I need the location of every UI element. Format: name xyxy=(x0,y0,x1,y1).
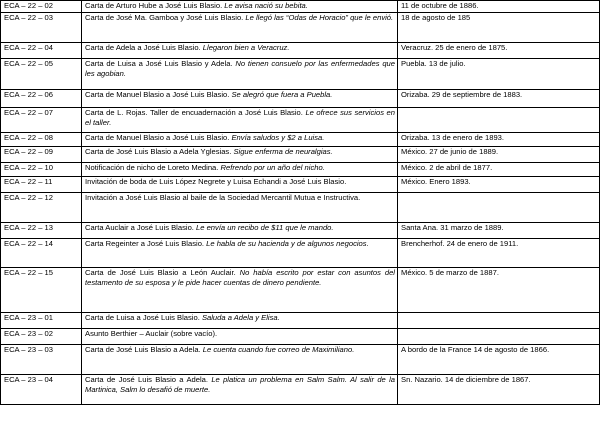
record-code: ECA – 22 – 14 xyxy=(1,239,82,268)
record-description xyxy=(82,345,398,375)
record-text: Carta de L. Rojas. Taller de encuadernación a José Luis Blasio. xyxy=(85,108,306,117)
record-date: Santa Ana. 31 marzo de 1889. xyxy=(398,223,600,239)
table-row xyxy=(1,313,600,329)
record-code: ECA – 22 – 04 xyxy=(1,43,82,59)
record-summary: Envía saludos y $2 a Luisa. xyxy=(231,133,325,142)
record-summary: Saluda a Adela y Elisa. xyxy=(201,313,280,322)
record-code: ECA – 23 – 01 xyxy=(1,313,82,329)
record-code: ECA – 22 – 03 xyxy=(1,13,82,43)
record-text: Carta Auclair a José Luis Blasio. xyxy=(85,223,197,232)
record-text: Carta de Arturo Hube a José Luis Blasio. xyxy=(85,1,225,10)
record-code: ECA – 22 – 02 xyxy=(1,1,82,13)
record-summary: Le llegó las “Odas de Horacio” que le envió. xyxy=(245,13,394,22)
table-row xyxy=(1,375,600,405)
record-description xyxy=(82,163,398,177)
record-code: ECA – 22 – 09 xyxy=(1,147,82,163)
record-text: Carta de Luisa a José Luis Blasio. xyxy=(85,313,202,322)
record-description xyxy=(82,329,398,345)
record-text: Carta de Manuel Blasio a José Luis Blasio. xyxy=(85,90,232,99)
record-text: Carta de Adela a José Luis Blasio. xyxy=(85,43,203,52)
table-row xyxy=(1,13,600,43)
table-row xyxy=(1,268,600,313)
record-description xyxy=(82,375,398,405)
record-date: A bordo de la France 14 de agosto de 1866. xyxy=(398,345,600,375)
archive-table-body xyxy=(1,1,600,405)
record-text: Asunto Berthier – Auclair (sobre vacío). xyxy=(85,329,218,338)
record-date xyxy=(398,108,600,133)
table-row xyxy=(1,90,600,108)
record-date: México. 5 de marzo de 1887. xyxy=(398,268,600,313)
record-summary: Le habla de su hacienda y de algunos negocios. xyxy=(206,239,369,248)
record-description xyxy=(82,13,398,43)
table-row xyxy=(1,193,600,223)
record-date: Orizaba. 29 de septiembre de 1883. xyxy=(398,90,600,108)
record-text: Invitación a José Luis Blasio al baile de la Sociedad Mercantil Mutua e Instructiva. xyxy=(85,193,361,202)
record-description xyxy=(82,239,398,268)
record-code: ECA – 22 – 05 xyxy=(1,59,82,90)
record-date xyxy=(398,329,600,345)
table-row xyxy=(1,59,600,90)
record-code: ECA – 22 – 07 xyxy=(1,108,82,133)
record-description xyxy=(82,268,398,313)
record-text: Carta de Manuel Blasio a José Luis Blasio. xyxy=(85,133,232,142)
table-row xyxy=(1,133,600,147)
record-summary: Le cuenta cuando fue correo de Maximiliano. xyxy=(202,345,355,354)
record-date: Sn. Nazario. 14 de diciembre de 1867. xyxy=(398,375,600,405)
record-description xyxy=(82,1,398,13)
record-summary: Refrendo por un año del nicho. xyxy=(220,163,325,172)
table-row xyxy=(1,345,600,375)
record-summary: Le ofrece sus servicios en el taller. xyxy=(85,108,395,127)
record-summary: Se alegró que fuera a Puebla. xyxy=(231,90,333,99)
record-description xyxy=(82,313,398,329)
record-description xyxy=(82,43,398,59)
record-code: ECA – 22 – 08 xyxy=(1,133,82,147)
record-summary: No tienen consuelo por las enfermedades que les agobian. xyxy=(85,59,395,78)
table-row xyxy=(1,163,600,177)
record-description xyxy=(82,59,398,90)
record-date: Puebla. 13 de julio. xyxy=(398,59,600,90)
record-date: 18 de agosto de 185 xyxy=(398,13,600,43)
record-summary: Le platica un problema en Salm Salm. Al salir de la Martinica, Salm lo desafió de muerte. xyxy=(85,375,395,394)
record-code: ECA – 23 – 03 xyxy=(1,345,82,375)
record-date: México. Enero 1893. xyxy=(398,177,600,193)
record-summary: No había escrito por estar con asuntos del testamento de su esposa y le pide hacer cuentas de dinero pendiente. xyxy=(85,268,395,287)
record-date: 11 de octubre de 1886. xyxy=(398,1,600,13)
record-date: México. 27 de junio de 1889. xyxy=(398,147,600,163)
record-description xyxy=(82,223,398,239)
record-description xyxy=(82,147,398,163)
record-code: ECA – 22 – 10 xyxy=(1,163,82,177)
table-row xyxy=(1,223,600,239)
record-date: México. 2 de abril de 1877. xyxy=(398,163,600,177)
record-description xyxy=(82,108,398,133)
record-code: ECA – 22 – 11 xyxy=(1,177,82,193)
record-text: Carta de José Luis Blasio a Adela. xyxy=(85,345,203,354)
record-summary: Le envía un recibo de $11 que le mando. xyxy=(196,223,334,232)
record-summary: Sigue enferma de neuralgias. xyxy=(233,147,333,156)
record-date xyxy=(398,193,600,223)
table-row xyxy=(1,147,600,163)
table-row xyxy=(1,1,600,13)
record-summary: Le avisa nació su bebita. xyxy=(224,1,308,10)
record-code: ECA – 22 – 12 xyxy=(1,193,82,223)
table-row xyxy=(1,329,600,345)
record-code: ECA – 22 – 15 xyxy=(1,268,82,313)
record-text: Carta de José Ma. Gamboa y José Luis Blasio. xyxy=(85,13,246,22)
record-date xyxy=(398,313,600,329)
record-text: Carta de José Luis Blasio a Adela. xyxy=(85,375,212,384)
record-text: Notificación de nicho de Loreto Medina. xyxy=(85,163,221,172)
record-code: ECA – 22 – 13 xyxy=(1,223,82,239)
record-code: ECA – 23 – 04 xyxy=(1,375,82,405)
record-text: Carta de José Luis Blasio a León Auclair. xyxy=(85,268,240,277)
record-description xyxy=(82,133,398,147)
record-text: Carta Regeinter a José Luis Blasio. xyxy=(85,239,207,248)
table-row xyxy=(1,239,600,268)
record-text: Carta de José Luis Blasio a Adela Yglesias. xyxy=(85,147,234,156)
record-description xyxy=(82,90,398,108)
record-description xyxy=(82,177,398,193)
record-text: Invitación de boda de Luis López Negrete y Luisa Echandi a José Luis Blasio. xyxy=(85,177,347,186)
record-date: Brencherhof. 24 de enero de 1911. xyxy=(398,239,600,268)
record-description xyxy=(82,193,398,223)
record-text: Carta de Luisa a José Luis Blasio y Adela. xyxy=(85,59,236,68)
record-code: ECA – 22 – 06 xyxy=(1,90,82,108)
record-date: Orizaba. 13 de enero de 1893. xyxy=(398,133,600,147)
record-code: ECA – 23 – 02 xyxy=(1,329,82,345)
record-summary: Llegaron bien a Veracruz. xyxy=(202,43,290,52)
table-row xyxy=(1,177,600,193)
table-row xyxy=(1,108,600,133)
record-date: Veracruz. 25 de enero de 1875. xyxy=(398,43,600,59)
table-row xyxy=(1,43,600,59)
